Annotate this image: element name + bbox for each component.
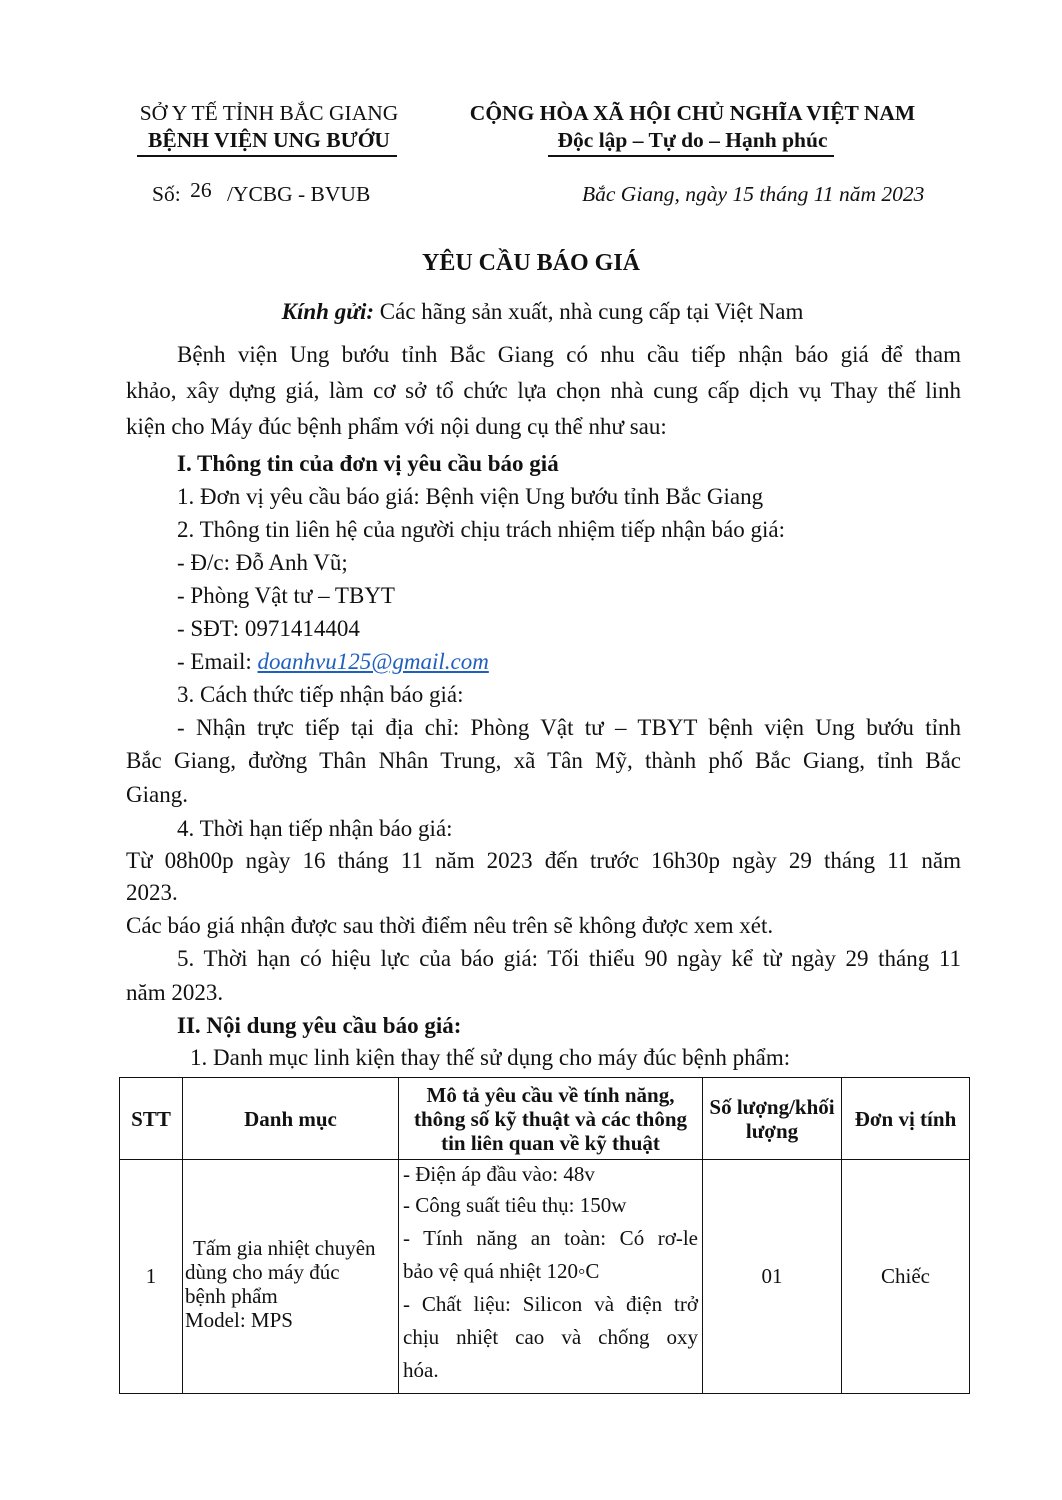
desc-line-6: chịu nhiệt cao và chống oxy xyxy=(403,1325,698,1349)
desc-line-1: - Điện áp đầu vào: 48v xyxy=(403,1162,595,1186)
intro-line-2: khảo, xây dựng giá, làm cơ sở tổ chức lựa chọn nhà cung cấp dịch vụ Thay thế linh xyxy=(126,378,961,403)
address-line-2: Bắc Giang, đường Thân Nhân Trung, xã Tân Mỹ, thành phố Bắc Giang, tỉnh Bắc xyxy=(126,748,961,773)
contact-phone: - SĐT: 0971414404 xyxy=(177,616,360,641)
recipient-text: Các hãng sản xuất, nhà cung cấp tại Việt Nam xyxy=(379,299,804,324)
desc-line-4: bảo vệ quá nhiệt 120◦C xyxy=(403,1259,600,1283)
motto: Độc lập – Tự do – Hạnh phúc xyxy=(557,128,828,152)
desc-line-7: hóa. xyxy=(403,1358,439,1382)
section-2-sub-1: 1. Danh mục linh kiện thay thế sử dụng cho máy đúc bệnh phẩm: xyxy=(190,1045,791,1070)
period-line-2: 2023. xyxy=(126,880,178,905)
cell-description xyxy=(399,1160,703,1394)
components-table xyxy=(119,1077,970,1394)
header-item: Danh mục xyxy=(183,1078,399,1160)
section-1-item-5-line-1: 5. Thời hạn có hiệu lực của báo giá: Tối thiểu 90 ngày kể từ ngày 29 tháng 11 xyxy=(177,946,961,971)
item-line-2: dùng cho máy đúc xyxy=(185,1259,340,1284)
cell-item xyxy=(183,1160,399,1394)
section-1-item-2: 2. Thông tin liên hệ của người chịu trách nhiệm tiếp nhận báo giá: xyxy=(177,517,785,542)
org-parent: SỞ Y TẾ TỈNH BẮC GIANG xyxy=(139,101,399,125)
address-line-1: - Nhận trực tiếp tại địa chỉ: Phòng Vật tư – TBYT bệnh viện Ung bướu tỉnh xyxy=(177,715,961,740)
cell-stt: 1 xyxy=(120,1160,183,1394)
header-description: Mô tả yêu cầu về tính năng, thông số kỹ thuật và các thông tin liên quan về kỹ thuật xyxy=(399,1078,703,1160)
table-header-row xyxy=(120,1078,970,1160)
desc-line-2: - Công suất tiêu thụ: 150w xyxy=(403,1193,627,1217)
late-note: Các báo giá nhận được sau thời điểm nêu trên sẽ không được xem xét. xyxy=(126,913,774,938)
doc-number-line xyxy=(152,178,371,207)
email-link[interactable]: doanhvu125@gmail.com xyxy=(257,649,489,674)
doc-number-prefix: Số: xyxy=(152,182,181,206)
contact-department: - Phòng Vật tư – TBYT xyxy=(177,583,395,608)
section-1-item-1: 1. Đơn vị yêu cầu báo giá: Bệnh viện Ung bướu tỉnh Bắc Giang xyxy=(177,484,764,509)
table-row xyxy=(120,1160,970,1394)
section-1-item-5-line-2: năm 2023. xyxy=(126,980,224,1005)
recipient-line xyxy=(0,299,1062,325)
section-1-item-3: 3. Cách thức tiếp nhận báo giá: xyxy=(177,682,464,707)
doc-number: 26 xyxy=(190,178,212,202)
recipient-label: Kính gửi: xyxy=(281,299,375,324)
item-line-3: bệnh phẩm xyxy=(185,1283,278,1308)
doc-number-suffix: /YCBG - BVUB xyxy=(226,182,371,206)
item-line-4: Model: MPS xyxy=(185,1307,293,1332)
cell-unit: Chiếc xyxy=(842,1160,970,1394)
intro-line-3: kiện cho Máy đúc bệnh phẩm với nội dung cụ thể như sau: xyxy=(126,414,667,439)
contact-email-line xyxy=(177,649,489,675)
document-title: YÊU CẦU BÁO GIÁ xyxy=(421,250,640,276)
section-1-item-4: 4. Thời hạn tiếp nhận báo giá: xyxy=(177,816,453,841)
header-quantity: Số lượng/khối lượng xyxy=(703,1078,842,1160)
section-2-heading: II. Nội dung yêu cầu báo giá: xyxy=(177,1013,462,1038)
contact-name: - Đ/c: Đỗ Anh Vũ; xyxy=(177,550,348,575)
header-stt: STT xyxy=(120,1078,183,1160)
item-line-1: Tấm gia nhiệt chuyên xyxy=(193,1235,376,1260)
desc-line-3: - Tính năng an toàn: Có rơ-le xyxy=(403,1226,698,1250)
cell-quantity: 01 xyxy=(703,1160,842,1394)
intro-line-1: Bệnh viện Ung bướu tỉnh Bắc Giang có nhu cầu tiếp nhận báo giá để tham xyxy=(177,342,961,367)
org-underline xyxy=(137,155,397,157)
header-unit: Đơn vị tính xyxy=(842,1078,970,1160)
section-1-heading: I. Thông tin của đơn vị yêu cầu báo giá xyxy=(177,451,559,476)
address-line-3: Giang. xyxy=(126,782,188,807)
nation-title: CỘNG HÒA XÃ HỘI CHỦ NGHĨA VIỆT NAM xyxy=(469,101,916,125)
email-label: - Email: xyxy=(177,649,252,674)
desc-line-5: - Chất liệu: Silicon và điện trở xyxy=(403,1292,698,1316)
org-name: BỆNH VIỆN UNG BƯỚU xyxy=(148,128,390,152)
place-date: Bắc Giang, ngày 15 tháng 11 năm 2023 xyxy=(582,182,925,206)
motto-underline xyxy=(548,155,834,157)
period-line-1: Từ 08h00p ngày 16 tháng 11 năm 2023 đến trước 16h30p ngày 29 tháng 11 năm xyxy=(126,848,961,873)
